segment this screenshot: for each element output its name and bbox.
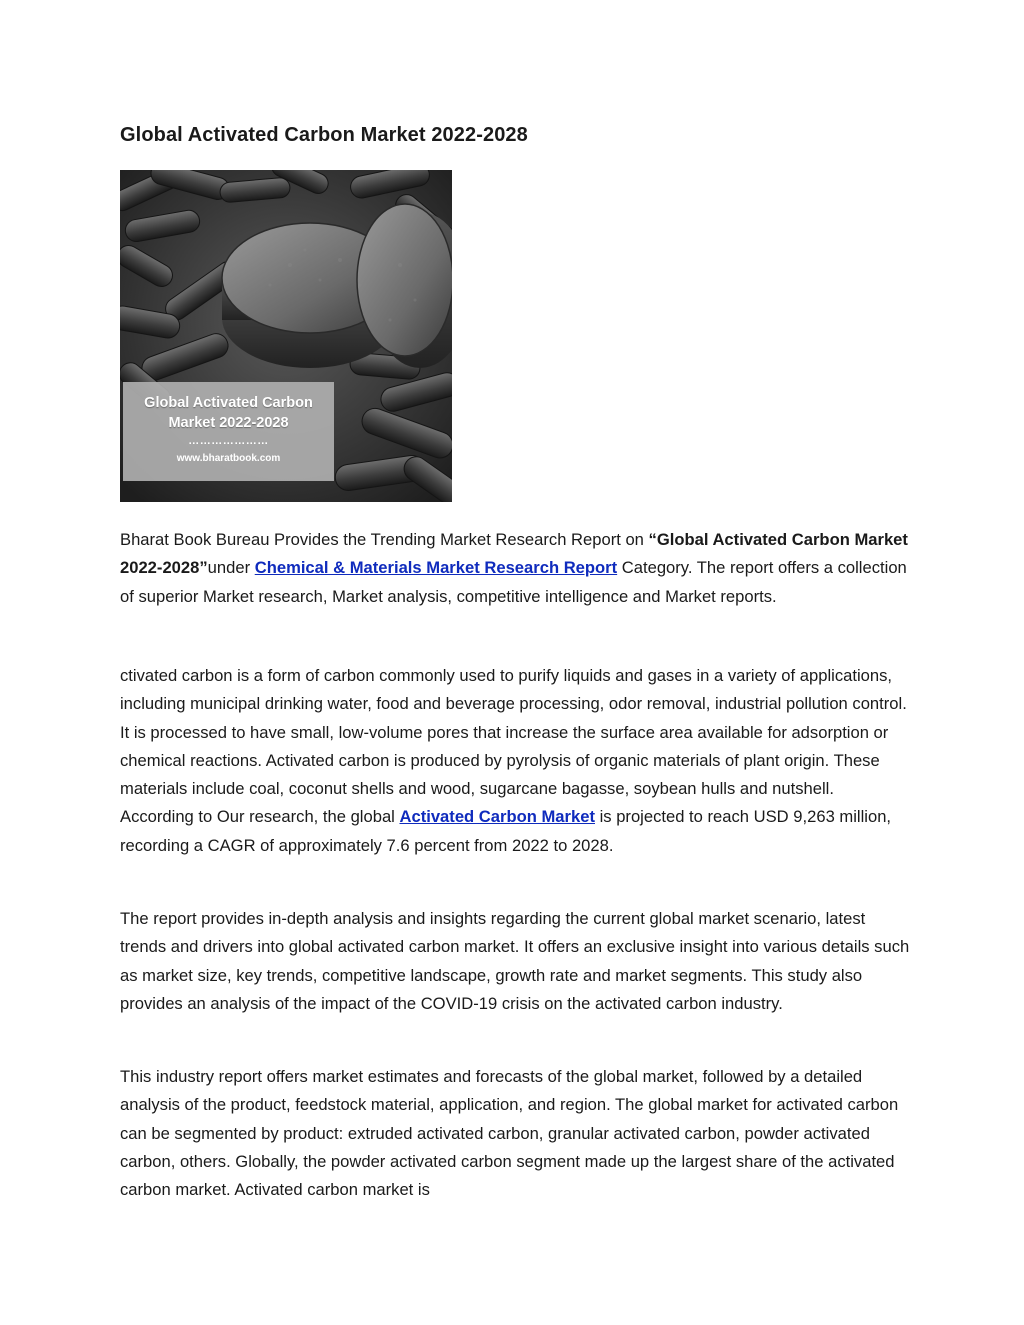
category-link[interactable]: Chemical & Materials Market Research Report	[254, 558, 618, 578]
definition-text: ctivated carbon is a form of carbon commonly used to purify liquids and gases in a variety of applications, including municipal drinking water, food and beverage processing, odor removal, industrial pollution control. It is processed to have small, low-volume pores that increase the surface area available for adsorption or chemical reactions. Activated carbon is produced by pyrolysis of organic materials of plant origin. These materials include coal, coconut shells and wood, sugarcane bagasse, soybean hulls and nutshell. According to Our research, the global	[120, 666, 907, 827]
activated-carbon-market-link[interactable]: Activated Carbon Market	[399, 807, 595, 827]
report-cover-image	[120, 170, 452, 502]
under-text: under	[207, 558, 255, 578]
intro-continuation: Category. The report offers a collection of superior Market research, Market analysis, competitive intelligence and Market reports.	[120, 558, 907, 606]
report-name: “Global Activated Carbon Market 2022-2028”	[120, 530, 908, 578]
cover-label-box	[123, 382, 334, 481]
page-title: Global Activated Carbon Market 2022-2028	[120, 124, 528, 146]
segmentation-paragraph: This industry report offers market estimates and forecasts of the global market, followed by a detailed analysis of the product, feedstock material, application, and region. The global market for activated carbon can be segmented by product: extruded activated carbon, granular activated carbon, powder activated carbon, others. Globally, the powder activated carbon segment made up the largest share of the activated carbon market. Activated carbon market is	[120, 1067, 899, 1200]
cover-label-title-line2: Market 2022-2028	[168, 415, 289, 431]
definition-continuation: is projected to reach USD 9,263 million, recording a CAGR of approximately 7.6 percent from 2022 to 2028.	[120, 807, 892, 855]
cover-label-url: www.bharatbook.com	[176, 453, 281, 464]
analysis-paragraph: The report provides in-depth analysis and insights regarding the current global market scenario, latest trends and drivers into global activated carbon market. It offers an exclusive insight into various details such as market size, key trends, competitive landscape, growth rate and market segments. This study also provides an analysis of the impact of the COVID-19 crisis on the activated carbon industry.	[120, 909, 910, 1013]
intro-paragraph	[120, 526, 910, 611]
definition-paragraph	[120, 662, 910, 860]
intro-text: Bharat Book Bureau Provides the Trending Market Research Report on	[120, 530, 649, 549]
cover-label-dots: …………………	[188, 435, 269, 447]
cover-label-title-line1: Global Activated Carbon	[144, 395, 313, 411]
